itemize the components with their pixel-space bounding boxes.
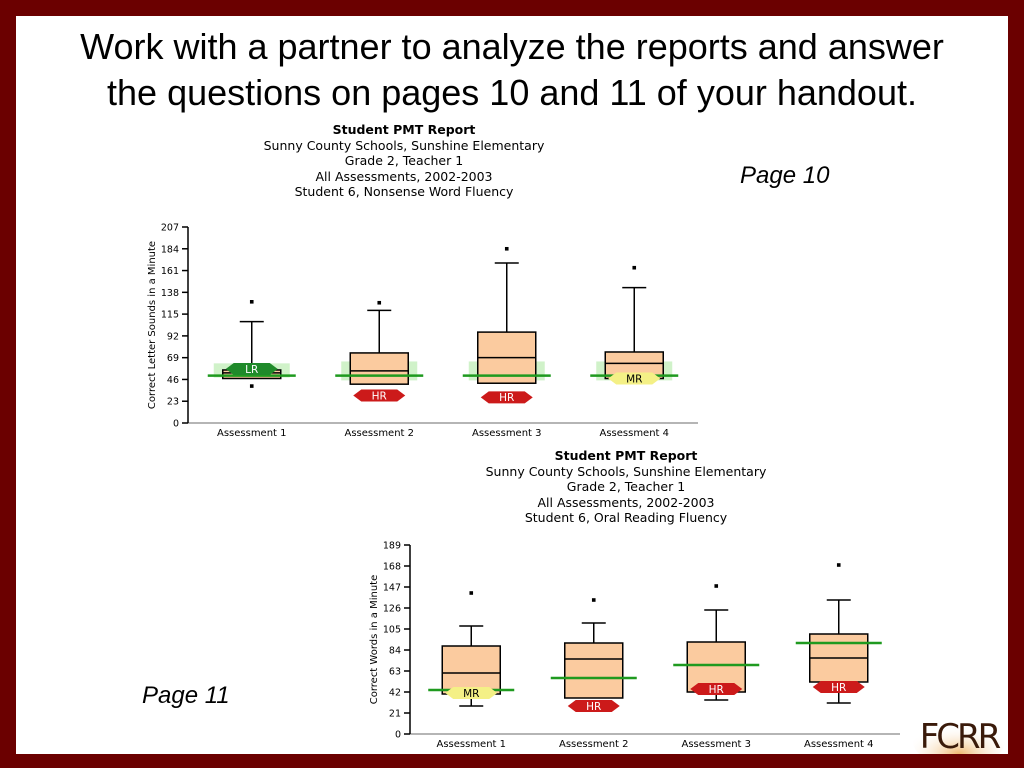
- slide: [16, 16, 1008, 754]
- risk-label: MR: [626, 373, 643, 386]
- x-category-label: Assessment 2: [344, 428, 415, 439]
- y-tick-label: 63: [388, 666, 401, 678]
- outlier-point: [714, 584, 718, 588]
- y-tick-label: 69: [166, 353, 179, 365]
- box-iqr: [565, 643, 623, 698]
- title-line-2: the questions on pages 10 and 11 of your handout.: [107, 72, 917, 113]
- y-tick-label: 0: [394, 729, 401, 741]
- box-group: [551, 598, 637, 713]
- y-tick-label: 46: [166, 374, 179, 386]
- y-tick-label: 147: [382, 582, 401, 594]
- chart1-header: [234, 122, 574, 200]
- box-group: [796, 563, 882, 703]
- x-category-label: Assessment 3: [471, 428, 542, 439]
- risk-label: HR: [586, 700, 602, 713]
- x-category-label: Assessment 3: [681, 739, 752, 750]
- page-11-label: Page 11: [142, 682, 230, 709]
- chart1-header-line: Student 6, Nonsense Word Fluency: [294, 184, 514, 199]
- chart1-header-line: Sunny County Schools, Sunshine Elementary: [263, 137, 545, 153]
- chart1-header-line: All Assessments, 2002-2003: [315, 168, 493, 184]
- outlier-point: [837, 563, 841, 567]
- box-iqr: [350, 353, 408, 384]
- y-tick-label: 23: [166, 396, 179, 408]
- y-tick-label: 126: [382, 603, 401, 615]
- y-tick-label: 161: [160, 266, 179, 278]
- nwf-box-plot-chart: [122, 216, 702, 448]
- outlier-point: [250, 300, 254, 304]
- risk-label: MR: [463, 687, 480, 700]
- risk-label: HR: [708, 683, 724, 696]
- outlier-point: [505, 247, 509, 251]
- y-tick-label: 105: [382, 624, 401, 636]
- chart2-report-title: Student PMT Report: [554, 448, 698, 463]
- y-axis-title: Correct Words in a Minute: [369, 574, 380, 705]
- box-group: [335, 301, 423, 402]
- chart1-report-title: Student PMT Report: [332, 122, 476, 137]
- box-iqr: [442, 646, 500, 694]
- outlier-point: [632, 266, 636, 270]
- y-tick-label: 92: [166, 331, 179, 343]
- box-group: [673, 584, 759, 700]
- x-category-label: Assessment 4: [599, 428, 670, 439]
- y-axis-title: Correct Letter Sounds in a Minute: [147, 240, 158, 410]
- outlier-point: [250, 384, 254, 388]
- y-tick-label: 189: [382, 540, 401, 552]
- y-tick-label: 115: [160, 309, 179, 321]
- y-tick-label: 168: [382, 561, 401, 573]
- risk-label: LR: [245, 363, 259, 376]
- x-category-label: Assessment 4: [803, 739, 874, 750]
- box-group: [590, 266, 678, 385]
- box-group: [428, 591, 514, 706]
- y-tick-label: 207: [160, 222, 179, 234]
- slide-title: [16, 24, 1008, 116]
- chart2-header-line: Sunny County Schools, Sunshine Elementary: [485, 463, 767, 479]
- x-category-label: Assessment 1: [216, 428, 287, 439]
- chart2-header: [456, 448, 796, 526]
- box-group: [208, 300, 296, 388]
- risk-label: HR: [831, 681, 847, 694]
- chart1-header-line: Grade 2, Teacher 1: [344, 153, 464, 168]
- y-tick-label: 21: [388, 708, 401, 720]
- page-10-label: Page 10: [740, 162, 830, 189]
- y-tick-label: 184: [160, 244, 179, 256]
- x-category-label: Assessment 2: [558, 739, 629, 750]
- title-line-1: Work with a partner to analyze the reports and answer: [80, 26, 944, 67]
- outlier-point: [469, 591, 473, 595]
- fcrr-logo: [911, 706, 1006, 754]
- orf-box-plot-chart: [346, 536, 906, 754]
- outlier-point: [377, 301, 381, 305]
- y-tick-label: 84: [388, 645, 401, 657]
- chart2-header-line: All Assessments, 2002-2003: [537, 494, 715, 510]
- x-category-label: Assessment 1: [436, 739, 507, 750]
- y-tick-label: 42: [388, 687, 401, 699]
- chart2-header-line: Student 6, Oral Reading Fluency: [524, 510, 728, 525]
- y-tick-label: 0: [172, 418, 179, 430]
- y-tick-label: 138: [160, 287, 179, 299]
- fcrr-logo-text: FCRR: [919, 717, 999, 754]
- outlier-point: [592, 598, 596, 602]
- box-group: [463, 247, 551, 404]
- risk-label: HR: [499, 392, 515, 405]
- risk-label: HR: [371, 390, 387, 403]
- chart2-header-line: Grade 2, Teacher 1: [566, 479, 686, 494]
